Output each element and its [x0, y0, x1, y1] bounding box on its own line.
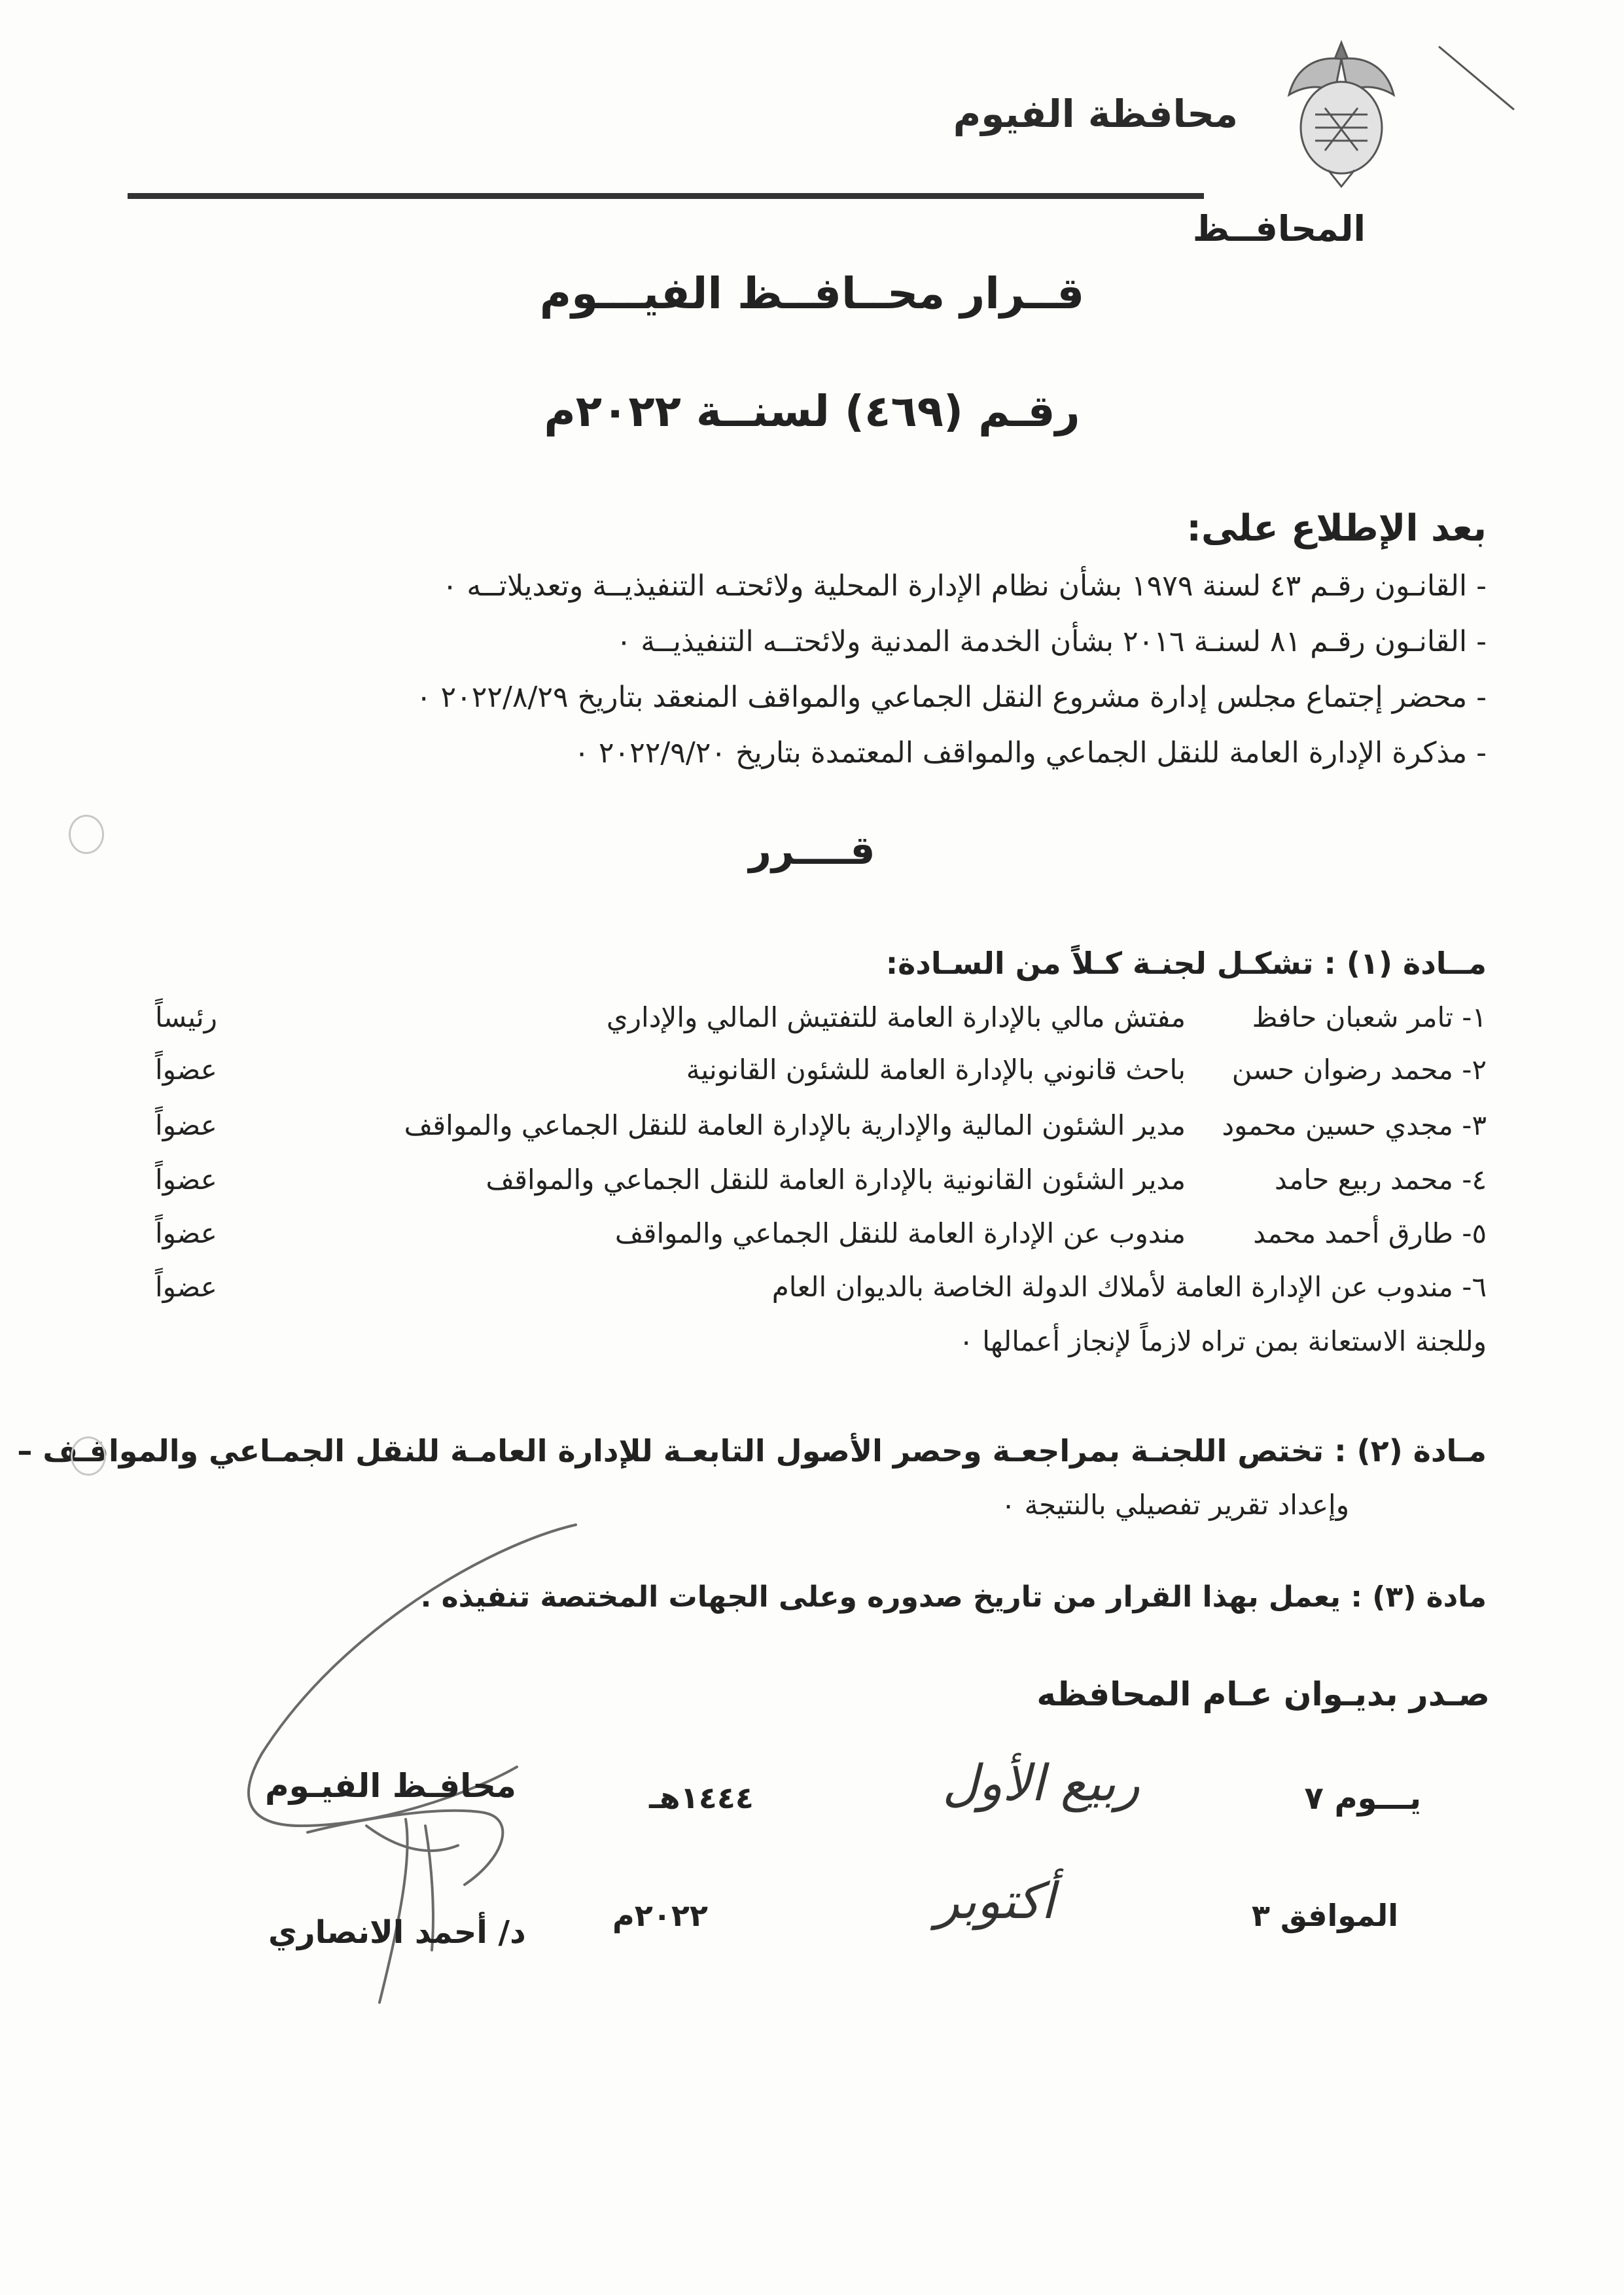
day-label: يـــوم ٧ [1304, 1780, 1421, 1817]
issued-statement: صـدر بديـوان عـام المحافظه [1036, 1675, 1490, 1713]
handwritten-hijri-month: ربيع الأول [942, 1754, 1140, 1812]
committee-member-row [155, 1001, 1487, 1044]
member-name: ٤- محمد ربيع حامد [1274, 1164, 1487, 1196]
signatory-name: د/ أحمد الانصاري [268, 1914, 526, 1951]
article-2-continuation: وإعداد تقرير تفصيلي بالنتيجة ٠ [1000, 1489, 1349, 1521]
signatory-title: محافـظ الفيـوم [265, 1767, 516, 1805]
scan-mark [1438, 46, 1515, 111]
committee-member-row [155, 1109, 1487, 1152]
member-title: مفتش مالي بالإدارة العامة للتفتيش المالي والإداري [606, 1001, 1186, 1033]
member-name: ٦- مندوب عن الإدارة العامة لأملاك الدولة الخاصة بالديوان العام [771, 1271, 1487, 1303]
article-1-note: وللجنة الاستعانة بمن تراه لازماً لإنجاز أعمالها ٠ [959, 1325, 1487, 1357]
preamble-item: - محضر إجتماع مجلس إدارة مشروع النقل الجماعي والمواقف المنعقد بتاريخ ٢٠٢٢/٨/٢٩ ٠ [415, 681, 1487, 714]
governorate-emblem-icon [1276, 29, 1407, 193]
preamble-item: - القانـون رقـم ٤٣ لسنة ١٩٧٩ بشأن نظام الإدارة المحلية ولائحتـه التنفيذيــة وتعديلاتــه ٠ [442, 569, 1487, 603]
article-1-heading: مــادة (١) : تشكـل لجنـة كـلاً من السـادة: [885, 946, 1487, 981]
governorate-name: محافظة الفيوم [953, 92, 1238, 136]
committee-member-row [155, 1271, 1487, 1314]
handwritten-gregorian-month: أكتوبر [935, 1872, 1055, 1930]
hijri-year: ١٤٤٤هـ [649, 1780, 754, 1815]
member-name: ٥- طارق أحمد محمد [1253, 1217, 1487, 1249]
member-role: عضواً [155, 1054, 217, 1086]
article-2-text: مـادة (٢) : تختص اللجنـة بمراجعـة وحصر الأصول التابعـة للإدارة العامـة للنقل الجمـاعي والمواقـف – [17, 1433, 1487, 1468]
corresponding-label: الموافق ٣ [1251, 1898, 1398, 1933]
preamble-item: - مذكرة الإدارة العامة للنقل الجماعي والمواقف المعتمدة بتاريخ ٢٠٢٢/٩/٢٠ ٠ [574, 736, 1487, 770]
gregorian-year: ٢٠٢٢م [612, 1898, 708, 1933]
member-role: عضواً [155, 1109, 217, 1141]
committee-member-row [155, 1217, 1487, 1260]
header-divider [128, 193, 1204, 199]
article-3-text: مادة (٣) : يعمل بهذا القرار من تاريخ صدوره وعلى الجهات المختصة تنفيذه . [420, 1580, 1487, 1614]
member-name: ٢- محمد رضوان حسن [1231, 1054, 1487, 1086]
punch-hole [71, 1436, 106, 1476]
preamble-heading: بعد الإطلاع على: [1186, 507, 1487, 550]
decision-title: قــرار محــافــظ الفيـــوم [539, 268, 1085, 319]
decided-heading: قــــرر [749, 828, 875, 874]
member-role: رئيساً [155, 1001, 217, 1033]
member-title: باحث قانوني بالإدارة العامة للشئون القانونية [686, 1054, 1186, 1086]
member-role: عضواً [155, 1271, 217, 1303]
member-name: ٣- مجدي حسين محمود [1222, 1109, 1487, 1141]
office-label: المحافــظ [1192, 208, 1366, 249]
member-title: مدير الشئون القانونية بالإدارة العامة للنقل الجماعي والمواقف [485, 1164, 1186, 1196]
punch-hole [69, 815, 104, 854]
member-role: عضواً [155, 1217, 217, 1249]
decision-number: رقـم (٤٦٩) لسنــة ٢٠٢٢م [544, 386, 1080, 436]
member-role: عضواً [155, 1164, 217, 1196]
member-title: مدير الشئون المالية والإدارية بالإدارة العامة للنقل الجماعي والمواقف [404, 1109, 1186, 1141]
preamble-item: - القانـون رقـم ٨١ لسنـة ٢٠١٦ بشأن الخدمة المدنية ولائحتــه التنفيذيــة ٠ [616, 625, 1487, 658]
committee-member-row [155, 1164, 1487, 1207]
committee-member-row [155, 1054, 1487, 1097]
member-title: مندوب عن الإدارة العامة للنقل الجماعي والمواقف [614, 1217, 1186, 1249]
member-name: ١- تامر شعبان حافظ [1252, 1001, 1487, 1033]
